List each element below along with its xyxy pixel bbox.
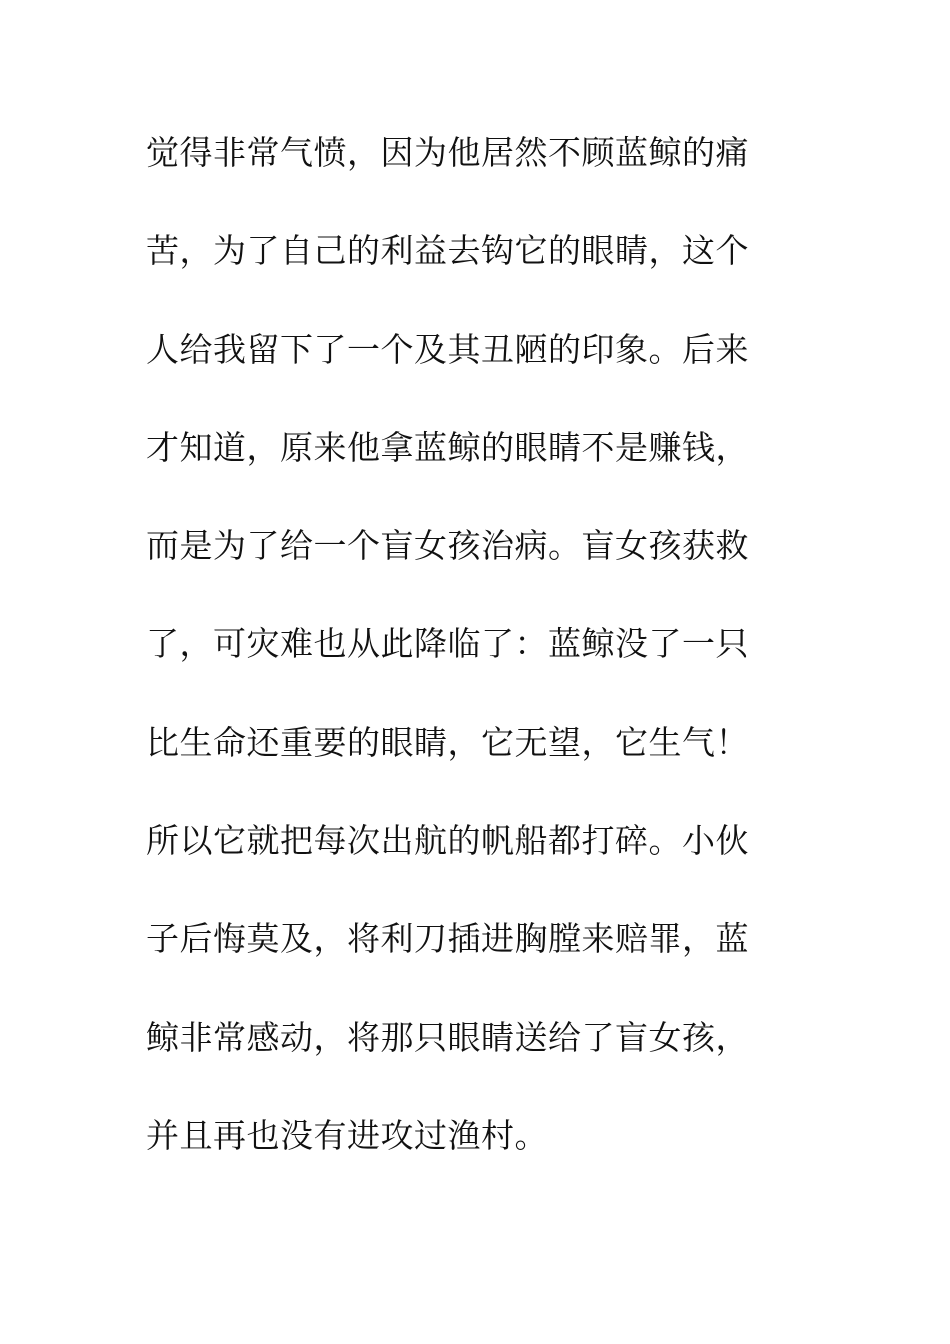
text-line: 鲸非常感动，将那只眼睛送给了盲女孩， bbox=[146, 1017, 749, 1057]
text-line: 觉得非常气愤，因为他居然不顾蓝鲸的痛 bbox=[146, 133, 749, 172]
text-line: 比生命还重要的眼睛，它无望，它生气！ bbox=[146, 722, 749, 762]
text-line: 了，可灾难也从此降临了：蓝鲸没了一只 bbox=[146, 624, 749, 664]
body-text bbox=[146, 123, 826, 1204]
text-line: 而是为了给一个盲女孩治病。盲女孩获救 bbox=[146, 526, 749, 566]
text-line: 并且再也没有进攻过渔村。 bbox=[146, 1115, 548, 1155]
text-line: 人给我留下了一个及其丑陋的印象。后来 bbox=[146, 329, 749, 369]
text-line: 子后悔莫及，将利刀插进胸膛来赔罪，蓝 bbox=[146, 919, 749, 959]
text-line: 苦，为了自己的利益去钩它的眼睛，这个 bbox=[146, 231, 749, 271]
text-line: 所以它就把每次出航的帆船都打碎。小伙 bbox=[146, 821, 749, 861]
text-line: 才知道，原来他拿蓝鲸的眼睛不是赚钱， bbox=[146, 427, 749, 467]
